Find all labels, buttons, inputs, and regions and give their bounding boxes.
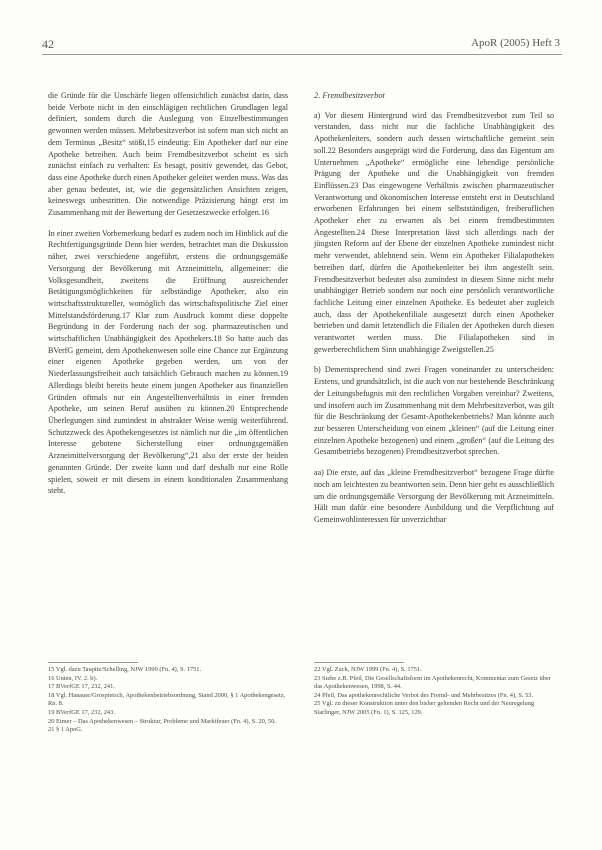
body-paragraph: b) Dementsprechend sind zwei Fragen voneinander zu unterscheiden: Erstens, und grundsätzlich, ist die auch von nur bestehende Beschränkung der Leitungsbefugnis mit den rechtlichen Vorgaben vereinbar? Zweitens, und insofern auch im Zusammenhang mit dem Mehrbesitzverbot, was gilt für die Beschränkung der Gesamt-Apothekenbetriebs? Man könnte auch zur besseren Unterscheidung von einem „kleinen“ (auf die Leitung einer einzelnen Apotheke bezogenen) und einem „großen“ (auf die Leitung des Gesamtbetriebs bezogenen) Fremdbesitzverbot sprechen. (314, 365, 554, 457)
footnote: 19 BVerfGE 17, 232, 243. (48, 708, 115, 716)
section-heading: 2. Fremdbesitzverbot (314, 91, 385, 100)
body-paragraph: a) Vor diesem Hintergrund wird das Fremdbesitzverbot zum Teil so verstanden, dass nicht nur die fachliche Unabhängigkeit des Apothekenleiters, sondern auch dessen wirtschaftliche gemeint sein soll.22 Besonders ausgeprägt wird die Forderung, dass das Eigentum am Unternehmen „Apotheke“ ermögliche eine lebendige persönliche Prägung der Apotheke und die Unabhängigkeit von fremden Einflüssen.23 Das eingewogene Verhältnis zwischen pharmazeutischer Verantwortung und ökonomischen Interesse entsteht erst in Deutschland erworbenen Erfahrungen bei einem selbstständigen, freiberuflichen Apotheker eher zu erwarten als bei einem fremdbestimmten Angestellten.24 Diese Interpretation lässt sich allerdings nach der jüngsten Reform auf der Ebene der einzelnen Apotheke zumindest nicht mehr verwendet, ablehnend sein. Wenn ein Apotheker Filialapotheken betreiben darf, dürfen die Apothekenleiter bei ihm angestellt sein. Fremdbesitzverbot bedeutet also zumindest in diesem Sinne nicht mehr unabhängiger Betrieb sondern nur noch eine persönlich verantwortliche fachliche Leitung einer einzelnen Apotheke. Es bedeutet aber zugleich auch, dass der Apothekenfiliale ausgesetzt durch einen Apotheker betrieben und damit letztendlich die Filialen der Apotheken durch diesen verantwortet werden muss. Die Filialapotheken sind in gewerberechtlichem Sinn unabhängige Zweigstellen.25 (314, 110, 554, 354)
page-number: 42 (42, 37, 54, 51)
footnote: 24 Pfeil, Das apothekenrechtliche Verbot des Fremd- und Mehrbesitzes (Fn. 4), S. 53. (314, 691, 534, 699)
right-column (314, 90, 554, 535)
footnote-rule (48, 662, 138, 663)
body-paragraph: In einer zweiten Vorbemerkung bedarf es zudem noch im Hinblick auf die Rechtfertigungsgründe Denn hier werden, betrachtet man die Diskussion näher, zwei verschiedene angeführt, erstens die ordnungsgemäße Versorgung der Bevölkerung mit Arzneimitteln, allgemeiner: die Volksgesundheit, zweitens die Eröffnung ausreichender Betätigungsmöglichkeiten für selbständige Apotheker, also ein wirtschaftsstruktureller, womöglich das wirtschaftspolitische Ziel einer Mittelstandsförderung.17 Klar zum Ausdruck kommt diese doppelte Begründung in der Forderung nach der sog. pharmazeutischen und wirtschaftlichen Unabhängigkeit des Apothekers.18 So hatte auch das BVerfG gemeint, dem Apothekenwesen solle eine Chance zur Ergänzung einer eigenen Apotheke gegeben werden, um von der Niederlassungsfreiheit auch tatsächlich Gebrauch machen zu können.19 Allerdings bleibt bereits heute einem jungen Apotheker aus finanziellen Gründen oftmals nur ein Angestelltenverhältnis in einer fremden Apotheke, um seinen Beruf ausüben zu können.20 Entsprechende Überlegungen sind zumindest in abstrakter Weise wenig weiterführend. Schutzzweck des Apothekengesetzes ist nämlich nur die „im öffentlichen Interesse gebotene Sicherstellung einer ordnungsgemäßen Arzneimittelversorgung der Bevölkerung“,21 also der erste der beiden genannten Gründe. Der zweite kann und darf deshalb nur eine Rolle spielen, soweit er mit diesem in einem konditionalen Zusammenhang steht. (48, 228, 288, 496)
footnote: 18 Vgl. Hanauer/Grospietsch, Apothekenbetriebsordnung, Stand 2000, § 1 Apothekengesetz, Rn. 8. (48, 691, 286, 708)
footnote: 21 § 1 ApoG. (48, 726, 83, 734)
footnotes-right (314, 666, 554, 718)
running-header-source: ApoR (2005) Heft 3 (471, 37, 560, 49)
footnote: 20 Etmer – Das Apothekenwesen – Struktur, Probleme und Marktfeuer (Fn. 4), S. 20, 50. (48, 717, 276, 725)
body-paragraph: die Gründe für die Unschärfe liegen offensichtlich zunächst darin, dass beide Verbote nicht in den einschlägigen rechtlichen Grundlagen legal definiert, sondern durch die Auslegung von Einzelbestimmungen gewonnen werden müssen. Mehrbesitzverbot ist sofern man sich nicht an dem Terminus „Besitz“ stößt,15 eindeutig: Ein Apotheker darf nur eine Apotheke betreiben. Auch beim Fremdbesitzverbot scheint es sich zunächst einfach zu verhalten: Es besagt, positiv gewendet, das Gebot, dass eine Apotheke durch einen Apotheker geleitet werden muss. Was das aber genau bedeutet, ist, wie die gegensätzlichen Ansichten zeigen, keineswegs unbestritten. Die notwendige Präzisierung hängt erst im Zusammenhang mit der Bewertung der Gesetzeszwecke erfolgen.16 (48, 91, 288, 218)
footnote-rule (314, 662, 404, 663)
footnote: 25 Vgl. zu dieser Konstruktion unter den bisher geltenden Recht und der Neuregelung Starlinger, NJW 2005 (Fn. 1), S. 125, 129. (314, 700, 535, 716)
footnote: 15 Vgl. dazu Taupitz/Schelling, NJW 1999 (Fn. 4), S. 1751. (48, 666, 202, 673)
left-column (48, 90, 288, 506)
footnote: 16 Unten, IV. 2. b). (48, 674, 98, 682)
header-rule (42, 54, 562, 55)
footnote: 22 Vgl. Zuck, NJW 1999 (Fn. 4), S. 1751. (314, 666, 422, 673)
body-paragraph: aa) Die erste, auf das „kleine Fremdbesitzverbot“ bezogene Frage dürfte noch am leichtesten zu beantworten sein. Denn hier geht es ausschließlich um die ordnungsgemäße Versorgung der Bevölkerung mit Arzneimitteln. Hält man dafür eine besondere Ausbildung und die Verpflichtung auf Gemeinwohlinteressen für unverzichtbar (314, 468, 554, 524)
footnote: 23 Siehe z.B. Pfeil, Die Gesellschaftsform im Apothekenrecht, Kommentar zum Gesetz über das Apothekenwesen, 1998, S. 44. (314, 674, 551, 691)
footnotes-left (48, 666, 288, 735)
footnote: 17 BVerfGE 17, 232, 241. (48, 683, 115, 691)
